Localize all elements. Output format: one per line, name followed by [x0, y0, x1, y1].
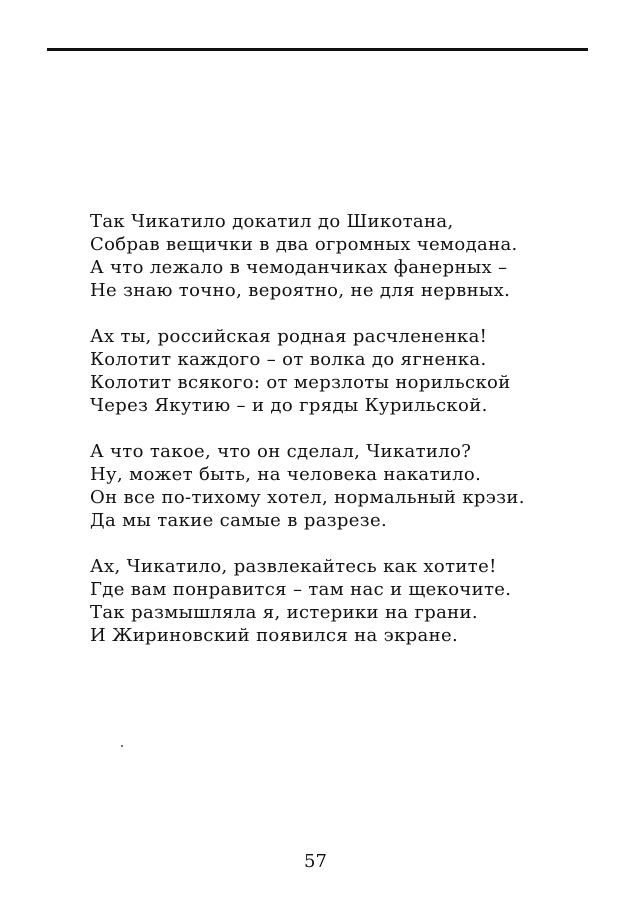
stanza-1: [90, 210, 610, 302]
poem-line: Колотит всякого: от мерзлоты норильской: [90, 372, 511, 393]
top-rule: [47, 48, 588, 51]
poem-line: Собрав вещички в два огромных чемодана.: [90, 234, 518, 255]
poem-line: Через Якутию – и до гряды Курильской.: [90, 395, 488, 416]
poem-line: И Жириновский появился на экране.: [90, 625, 459, 646]
scan-speck: [121, 745, 123, 747]
poem-line: Да мы такие самые в разрезе.: [90, 510, 388, 531]
poem-line: А что лежало в чемоданчиках фанерных –: [90, 257, 508, 278]
stanza-2: [90, 325, 610, 417]
poem-line: Где вам понравится – там нас и щекочите.: [90, 579, 512, 600]
poem-line: Колотит каждого – от волка до ягненка.: [90, 349, 487, 370]
poem-line: Не знаю точно, вероятно, не для нервных.: [90, 280, 511, 301]
poem-line: Так Чикатило докатил до Шикотана,: [90, 211, 454, 232]
poem-line: Так размышляла я, истерики на грани.: [90, 602, 478, 623]
poem-line: Ах, Чикатило, развлекайтесь как хотите!: [90, 556, 497, 577]
poem-line: А что такое, что он сделал, Чикатило?: [90, 441, 472, 462]
poem-line: Он все по-тихому хотел, нормальный крэзи.: [90, 487, 525, 508]
stanza-3: [90, 440, 610, 532]
stanza-4: [90, 555, 610, 647]
poem-line: Ну, может быть, на человека накатило.: [90, 464, 482, 485]
poem-line: Ах ты, российская родная расчлененка!: [90, 326, 488, 347]
page-number: 57: [304, 851, 327, 872]
poem: [90, 210, 610, 670]
